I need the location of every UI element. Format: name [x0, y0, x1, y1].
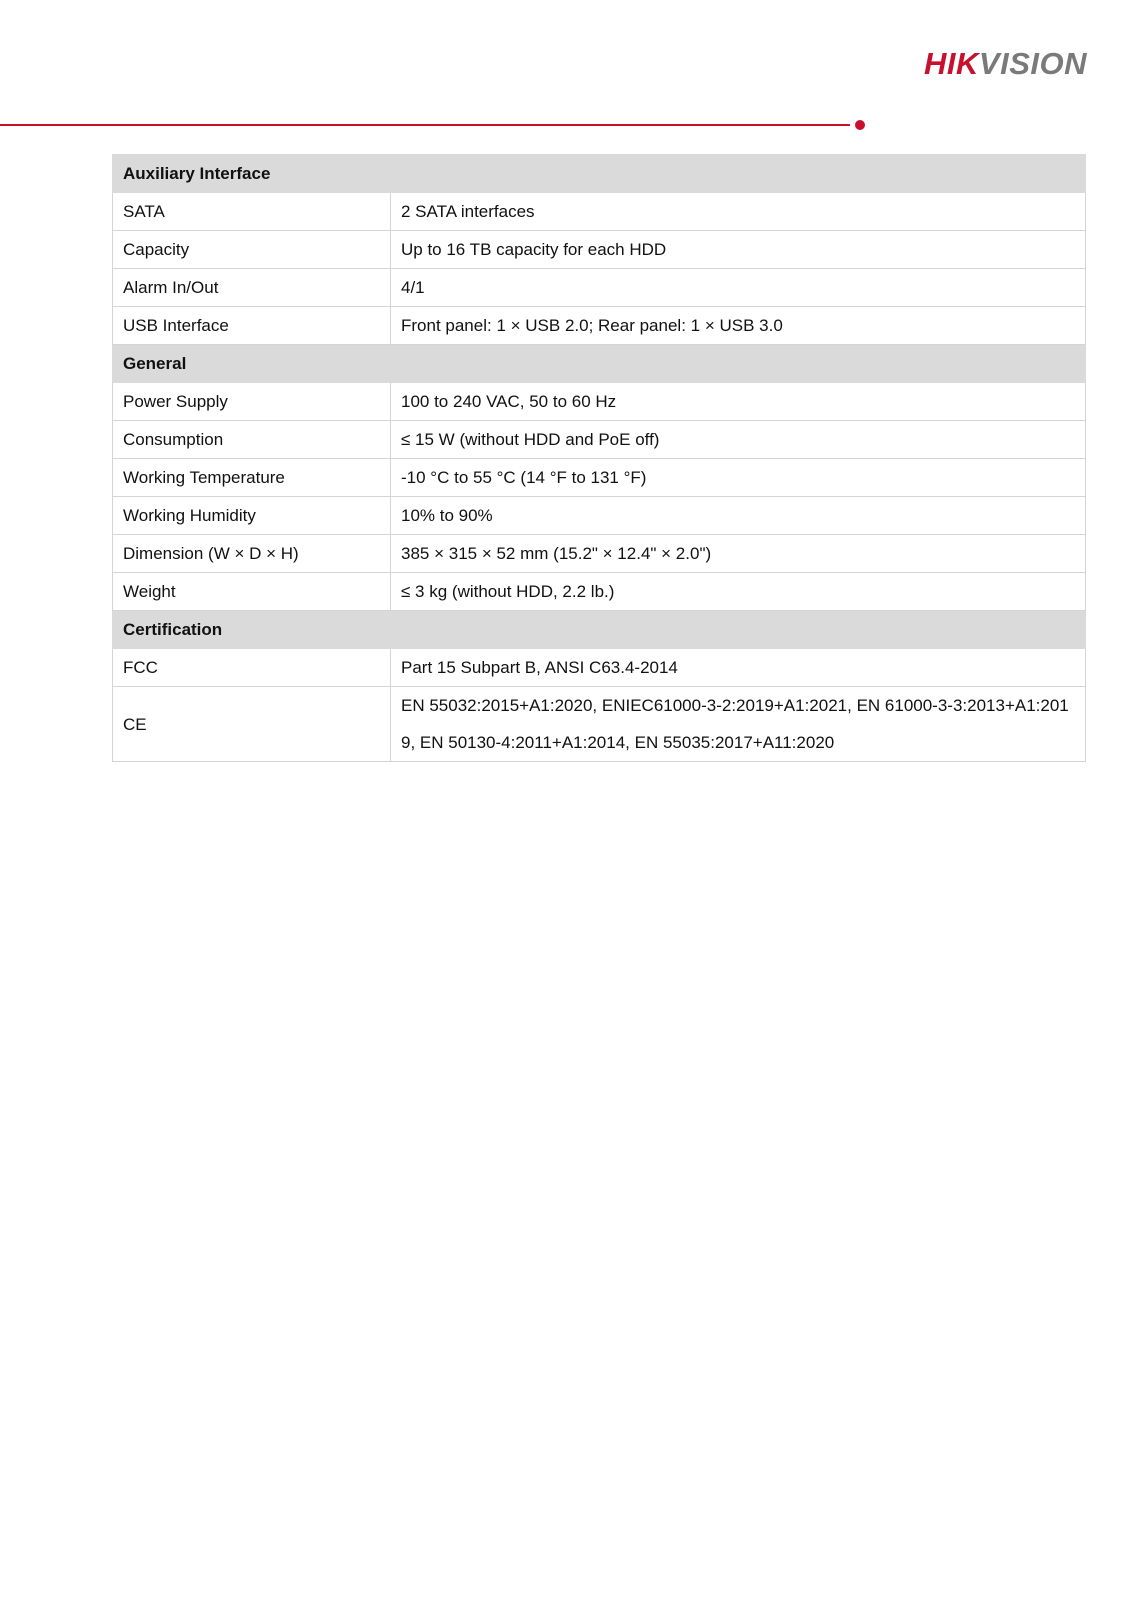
- spec-value: 4/1: [391, 269, 1086, 307]
- spec-value: Front panel: 1 × USB 2.0; Rear panel: 1 × USB 3.0: [391, 307, 1086, 345]
- spec-label: Dimension (W × D × H): [113, 535, 391, 573]
- spec-value: 100 to 240 VAC, 50 to 60 Hz: [391, 383, 1086, 421]
- spec-label: Working Humidity: [113, 497, 391, 535]
- spec-value: Part 15 Subpart B, ANSI C63.4-2014: [391, 649, 1086, 687]
- table-row: [113, 687, 1086, 762]
- spec-label: FCC: [113, 649, 391, 687]
- table-row: [113, 649, 1086, 687]
- header-divider: [0, 124, 850, 126]
- table-row: [113, 497, 1086, 535]
- section-header-auxiliary-interface: [113, 155, 1086, 193]
- spec-value: ≤ 15 W (without HDD and PoE off): [391, 421, 1086, 459]
- spec-value: EN 55032:2015+A1:2020, ENIEC61000-3-2:2019+A1:2021, EN 61000-3-3:2013+A1:2019, EN 50130-4:2011+A1:2014, EN 55035:2017+A11:2020: [391, 687, 1086, 762]
- spec-label: Capacity: [113, 231, 391, 269]
- spec-value: -10 °C to 55 °C (14 °F to 131 °F): [391, 459, 1086, 497]
- table-row: [113, 269, 1086, 307]
- spec-label: SATA: [113, 193, 391, 231]
- logo-text-hik: HIK: [924, 46, 979, 81]
- spec-label: Consumption: [113, 421, 391, 459]
- table-row: [113, 231, 1086, 269]
- spec-label: Power Supply: [113, 383, 391, 421]
- spec-value: 10% to 90%: [391, 497, 1086, 535]
- spec-label: Alarm In/Out: [113, 269, 391, 307]
- spec-label: Working Temperature: [113, 459, 391, 497]
- section-title: Auxiliary Interface: [113, 155, 1086, 193]
- spec-value: 2 SATA interfaces: [391, 193, 1086, 231]
- section-title: Certification: [113, 611, 1086, 649]
- section-header-certification: [113, 611, 1086, 649]
- hikvision-logo: [924, 48, 1087, 79]
- table-row: [113, 193, 1086, 231]
- table-row: [113, 535, 1086, 573]
- table-row: [113, 421, 1086, 459]
- logo-text-vision: VISION: [978, 46, 1087, 81]
- spec-value: ≤ 3 kg (without HDD, 2.2 lb.): [391, 573, 1086, 611]
- spec-label: Weight: [113, 573, 391, 611]
- table-row: [113, 459, 1086, 497]
- section-header-general: [113, 345, 1086, 383]
- specification-table: [112, 154, 1086, 762]
- section-title: General: [113, 345, 1086, 383]
- table-row: [113, 573, 1086, 611]
- table-row: [113, 307, 1086, 345]
- spec-value: 385 × 315 × 52 mm (15.2" × 12.4" × 2.0"): [391, 535, 1086, 573]
- header-divider-dot: [855, 120, 865, 130]
- spec-label: CE: [113, 687, 391, 762]
- spec-label: USB Interface: [113, 307, 391, 345]
- table-row: [113, 383, 1086, 421]
- spec-value: Up to 16 TB capacity for each HDD: [391, 231, 1086, 269]
